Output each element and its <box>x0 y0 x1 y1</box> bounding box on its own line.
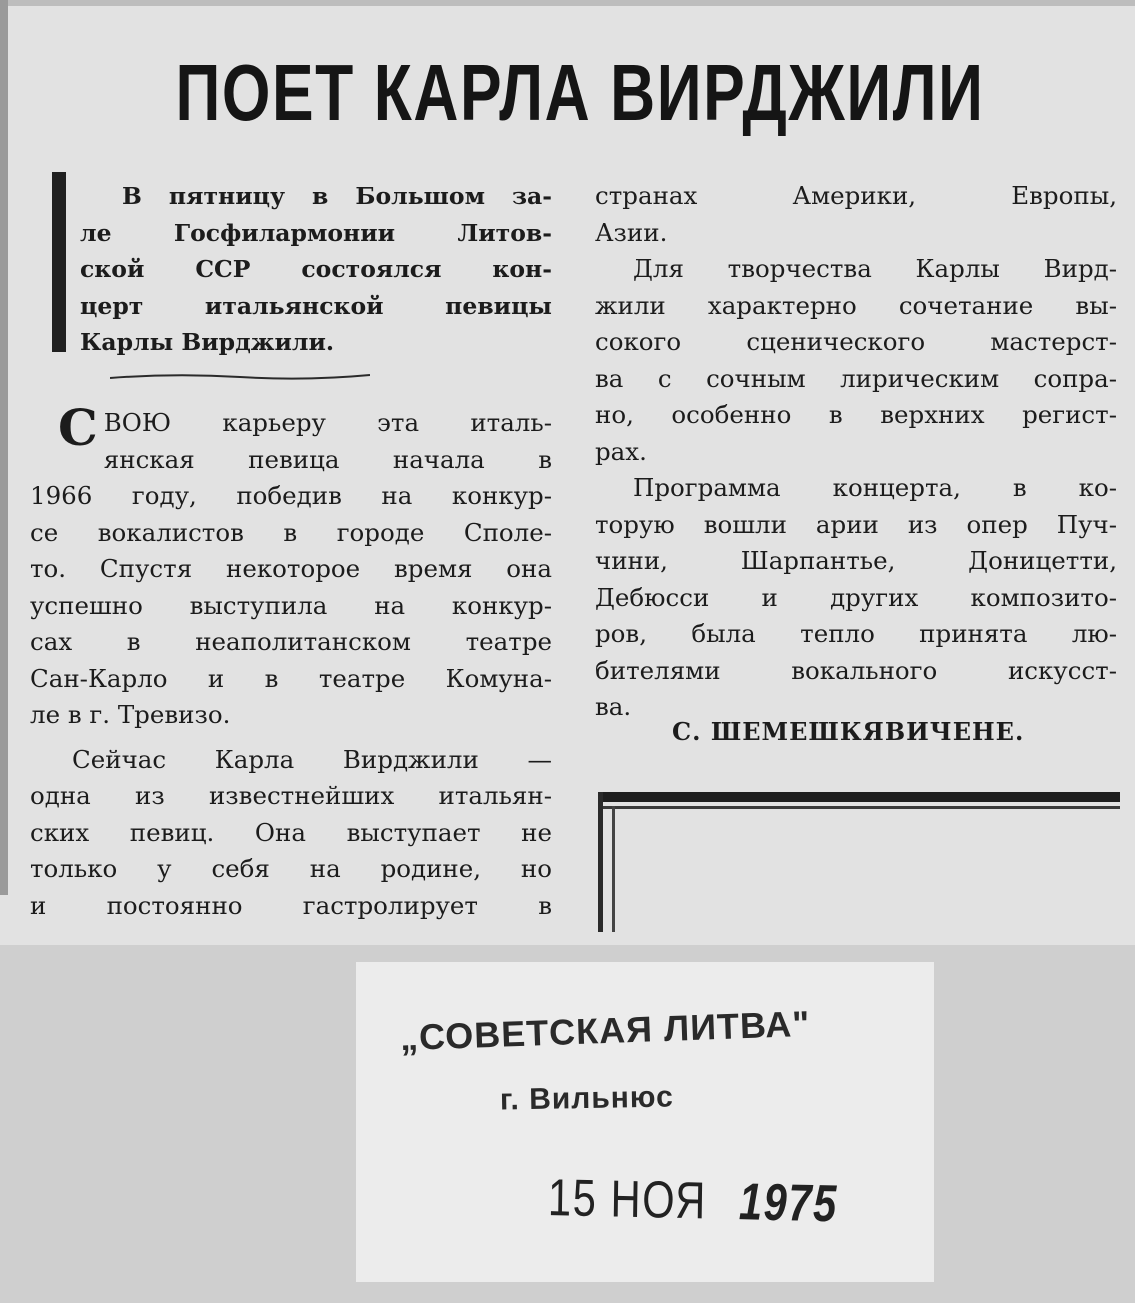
body-line: Программа концерта, в ко- <box>633 473 1117 502</box>
body-line: Дебюсси и других композито- <box>595 582 1117 612</box>
body-line: ва с сочным лирическим сопра- <box>595 363 1117 393</box>
separator-rule <box>110 372 370 382</box>
stamp-day-month: 15 НОЯ <box>547 1169 708 1231</box>
clipping-edge-top <box>0 0 1135 6</box>
body-line: рах. <box>595 436 647 466</box>
frame-rule-vertical <box>598 792 603 932</box>
body-line: Для творчества Карлы Вирд- <box>633 254 1117 283</box>
body-line: ВОЮ карьеру эта италь- <box>103 408 552 437</box>
body-line: ва. <box>595 692 632 721</box>
body-line: янская певица начала в <box>103 444 552 474</box>
body-line: ле в г. Тревизо. <box>30 700 231 729</box>
lead-line: Карлы Вирджили. <box>80 328 335 356</box>
frame-rule-thick <box>598 792 1120 802</box>
body-line: сах в неаполитанском театре <box>30 627 552 656</box>
article-byline: С. ШЕМЕШКЯВИЧЕНЕ. <box>672 717 1025 746</box>
body-line: чини, Шарпантье, Доницетти, <box>595 546 1117 575</box>
body-line: сокого сценического мастерст- <box>595 327 1117 356</box>
body-line: и постоянно гастролирует в <box>30 890 552 920</box>
body-line: ских певиц. Она выступает не <box>30 817 552 847</box>
lead-line: церт итальянской певицы <box>80 291 552 320</box>
body-line: жили характерно сочетание вы- <box>595 290 1117 320</box>
frame-rule-thin <box>598 806 1120 809</box>
body-line: Азии. <box>595 217 668 247</box>
body-line: странах Америки, Европы, <box>595 181 1117 210</box>
body-line: то. Спустя некоторое время она <box>30 554 552 583</box>
body-line: только у себя на родине, но <box>30 854 552 883</box>
clipping-edge-left <box>0 0 8 895</box>
body-line: Сан-Карло и в театре Комуна- <box>30 663 552 693</box>
article-body-right-column <box>595 178 1117 726</box>
body-line: торую вошли арии из опер Пуч- <box>595 509 1117 539</box>
adjacent-frame-border <box>598 792 1120 932</box>
stamp-newspaper-name: „СОВЕТСКАЯ ЛИТВА" <box>399 1002 811 1059</box>
body-line: успешно выступила на конкур- <box>30 590 552 620</box>
stamp-year: 1975 <box>738 1173 839 1234</box>
body-line: се вокалистов в городе Споле- <box>30 517 552 547</box>
body-line: одна из известнейших итальян- <box>30 781 552 810</box>
body-line: но, особенно в верхних регист- <box>595 400 1117 429</box>
body-line: ров, была тепло принята лю- <box>595 619 1117 648</box>
lead-line: ле Госфилармонии Литов- <box>80 218 552 247</box>
body-line: 1966 году, победив на конкур- <box>30 481 552 510</box>
article-body-left-column <box>30 398 552 924</box>
body-line: бителями вокального искусст- <box>595 655 1117 685</box>
stamp-date <box>548 1168 839 1234</box>
body-line: Сейчас Карла Вирджили — <box>72 744 552 774</box>
lead-line: ской ССР состоялся кон- <box>80 255 552 283</box>
article-lead <box>80 178 552 361</box>
stamp-city: г. Вильнюс <box>499 1080 675 1117</box>
drop-cap: С <box>58 398 98 457</box>
lead-accent-bar <box>52 172 66 352</box>
frame-rule-vertical-inner <box>612 806 615 932</box>
article-headline: ПОЕТ КАРЛА ВИРДЖИЛИ <box>175 48 985 137</box>
lead-line: В пятницу в Большом за- <box>122 182 552 210</box>
